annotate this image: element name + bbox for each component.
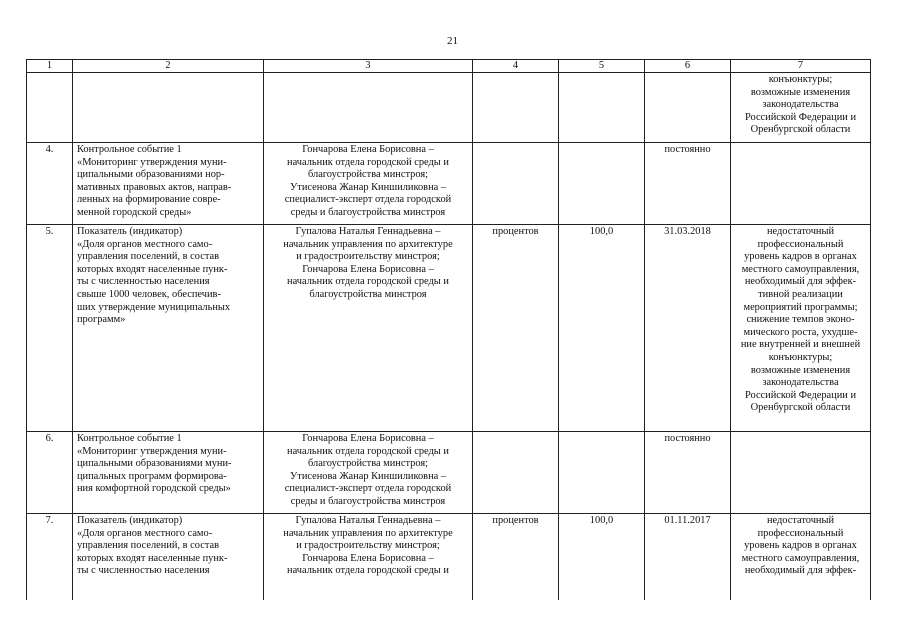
unit-cell: [473, 143, 559, 225]
deadline-cell: [645, 73, 731, 143]
unit-cell: [473, 432, 559, 514]
risks-cell: [731, 432, 871, 514]
description-cell: Показатель (индикатор) «Доля органов местного само- управления поселений, в состав которых входят населенные пунк- ты с численностью населения свыше 1000 человек, обеспечив- ших утверждение муниципальных программ»: [73, 225, 264, 432]
risks-cell: недостаточный профессиональный уровень кадров в органах местного самоуправления, необходимый для эффек- тивной реализации мероприятий программы; снижение темпов эконо- мического роста, ухудше- ние внутренней и внешней конъюнктуры; возможные изменения законодательства Российской Федерации и Оренбургской области: [731, 225, 871, 432]
table-row: [27, 143, 871, 225]
table-row: [27, 225, 871, 432]
deadline-cell: постоянно: [645, 143, 731, 225]
column-number: 4: [473, 60, 559, 73]
unit-cell: [473, 73, 559, 143]
value-cell: [559, 73, 645, 143]
table-row: [27, 73, 871, 143]
column-number-row: [27, 60, 871, 73]
responsible-cell: Гончарова Елена Борисовна – начальник отдела городской среды и благоустройства минстроя; Утисенова Жанар Киншиликовна – специалист-эксперт отдела городской среды и благоустройства минстроя: [264, 143, 473, 225]
page-number: 21: [447, 35, 458, 47]
responsible-cell: Гупалова Наталья Геннадьевна – начальник управления по архитектуре и градостроительству минстроя; Гончарова Елена Борисовна – начальник отдела городской среды и: [264, 514, 473, 600]
column-number: 7: [731, 60, 871, 73]
value-cell: [559, 432, 645, 514]
measures-table: [26, 59, 871, 600]
row-number-cell: 5.: [27, 225, 73, 432]
value-cell: 100,0: [559, 514, 645, 600]
row-number-cell: [27, 73, 73, 143]
table-row: [27, 432, 871, 514]
description-cell: Контрольное событие 1 «Мониторинг утверждения муни- ципальными образованиями муни- ципальных программ формирова- ния комфортной городской среды»: [73, 432, 264, 514]
row-number-cell: 6.: [27, 432, 73, 514]
risks-cell: конъюнктуры; возможные изменения законодательства Российской Федерации и Оренбургской области: [731, 73, 871, 143]
column-number: 2: [73, 60, 264, 73]
unit-cell: процентов: [473, 225, 559, 432]
table-row: [27, 514, 871, 600]
column-number: 6: [645, 60, 731, 73]
deadline-cell: постоянно: [645, 432, 731, 514]
description-cell: [73, 73, 264, 143]
deadline-cell: 01.11.2017: [645, 514, 731, 600]
column-number: 5: [559, 60, 645, 73]
value-cell: 100,0: [559, 225, 645, 432]
column-number: 3: [264, 60, 473, 73]
row-number-cell: 4.: [27, 143, 73, 225]
risks-cell: [731, 143, 871, 225]
row-number-cell: 7.: [27, 514, 73, 600]
deadline-cell: 31.03.2018: [645, 225, 731, 432]
column-number: 1: [27, 60, 73, 73]
responsible-cell: Гупалова Наталья Геннадьевна – начальник управления по архитектуре и градостроительству минстроя; Гончарова Елена Борисовна – начальник отдела городской среды и благоустройства минстроя: [264, 225, 473, 432]
unit-cell: процентов: [473, 514, 559, 600]
description-cell: Показатель (индикатор) «Доля органов местного само- управления поселений, в состав которых входят населенные пунк- ты с численностью населения: [73, 514, 264, 600]
value-cell: [559, 143, 645, 225]
risks-cell: недостаточный профессиональный уровень кадров в органах местного самоуправления, необходимый для эффек-: [731, 514, 871, 600]
description-cell: Контрольное событие 1 «Мониторинг утверждения муни- ципальными образованиями нор- мативных правовых актов, направ- ленных на формирование совре- менной городской среды»: [73, 143, 264, 225]
responsible-cell: [264, 73, 473, 143]
responsible-cell: Гончарова Елена Борисовна – начальник отдела городской среды и благоустройства минстроя; Утисенова Жанар Киншиликовна – специалист-эксперт отдела городской среды и благоустройства минстроя: [264, 432, 473, 514]
